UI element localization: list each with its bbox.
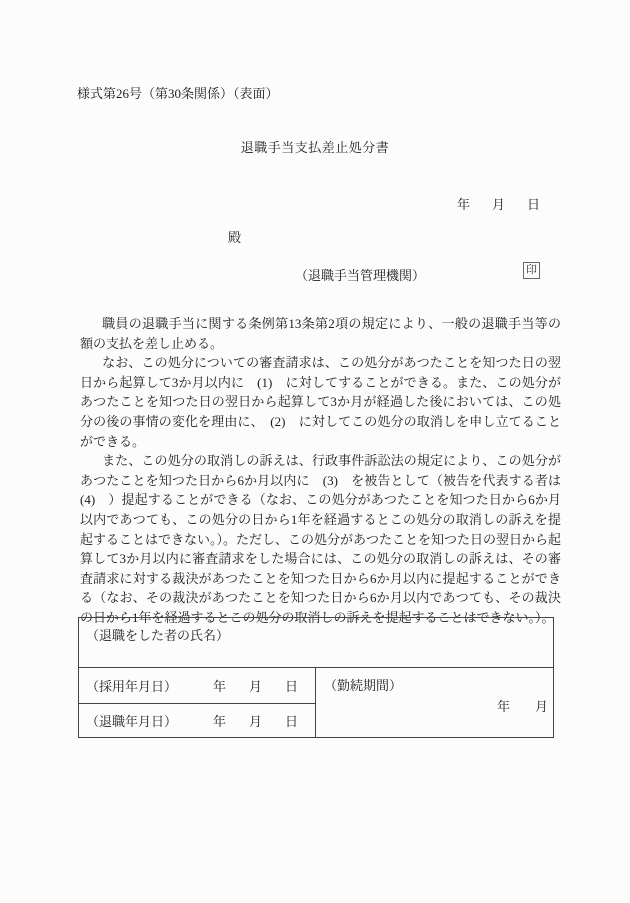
service-month-label: 月 — [535, 699, 549, 714]
service-period-cell — [316, 668, 554, 738]
date-year-label: 年 — [457, 197, 471, 212]
paragraph-review-request: なお、この処分についての審査請求は、この処分があつたことを知つた日の翌日から起算して3か月以内に (1) に対してすることができる。また、この処分があつたことを知つた日の翌日から起算して3か月が経過した後においては、この処分の後の事情の変化を理由に、 (2) に対してこの処分の取消しを申し立てることができる。 — [80, 355, 561, 449]
hire-date-row — [79, 676, 315, 695]
service-period-units — [316, 696, 553, 715]
retiree-info-table — [78, 617, 554, 738]
document-title: 退職手当支払差止処分書 — [240, 140, 390, 155]
retiree-name-label: （退職をした者の氏名） — [86, 628, 230, 643]
service-year-label: 年 — [496, 699, 510, 714]
hire-date-cell — [79, 668, 316, 704]
hire-date-units — [213, 676, 298, 695]
seal-mark: 印 — [523, 262, 540, 279]
retiree-name-cell — [79, 618, 554, 668]
hire-month-label: 月 — [248, 679, 262, 694]
date-month-label: 月 — [492, 197, 506, 212]
retirement-day-label: 日 — [284, 714, 298, 729]
hire-day-label: 日 — [284, 679, 298, 694]
date-day-label: 日 — [527, 197, 541, 212]
retirement-year-label: 年 — [212, 714, 226, 729]
retirement-date-units — [213, 711, 298, 730]
paragraph-suspension-order: 職員の退職手当に関する条例第13条第2項の規定により、一般の退職手当等の額の支払を差し止める。 — [80, 316, 561, 351]
issue-date-line — [457, 194, 540, 213]
form-number: 様式第26号（第30条関係）（表面） — [77, 86, 279, 101]
hire-year-label: 年 — [212, 679, 226, 694]
retirement-date-row — [79, 711, 315, 730]
addressee-honorific: 殿 — [228, 230, 242, 245]
retirement-date-label: （退職年月日） — [86, 714, 178, 729]
body-text — [80, 314, 575, 628]
retirement-month-label: 月 — [248, 714, 262, 729]
hire-date-label: （採用年月日） — [86, 679, 178, 694]
issuer-label: （退職手当管理機関） — [295, 268, 426, 283]
service-period-label: （勤続期間） — [324, 678, 403, 693]
paragraph-lawsuit-notice: また、この処分の取消しの訴えは、行政事件訴訟法の規定により、この処分があつたことを知つた日から6か月以内に (3) を被告として（被告を代表する者は (4) ）提起することができる（なお、この処分があつたことを知つた日から6か月以内であつても、この処分の日から1年を経過するとこの処分の取消しの訴えを提起することはできない。）。ただし、この処分があつたことを知つた日の翌日から起算して3か月以内に審査請求をした場合には、この処分の取消しの訴えは、その審査請求に対する裁決があつたことを知つた日から6か月以内に提起することができる（なお、その裁決があつたことを知つた日から6か月以内であつても、その裁決の日から1年を経過するとこの処分の取消しの訴えを提起することはできない。）。 — [80, 453, 575, 625]
retirement-date-cell — [79, 704, 316, 738]
